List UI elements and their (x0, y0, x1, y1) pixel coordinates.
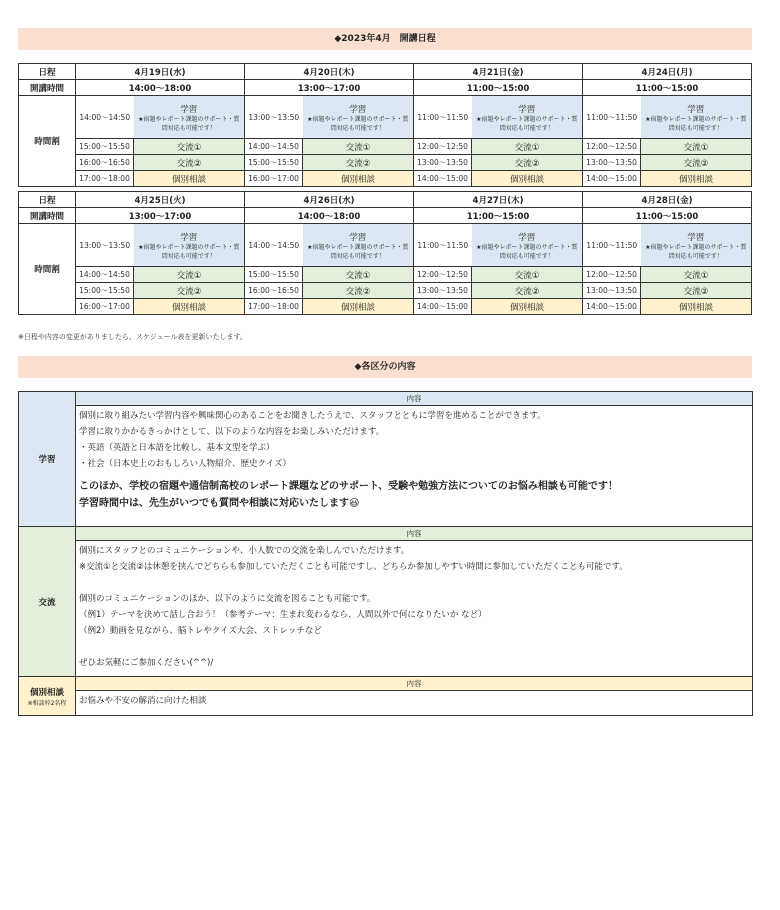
slot-time: 15:00〜15:50 (76, 283, 134, 299)
study-note: ★宿題やレポート課題のサポート・質問対応も可能です！ (307, 243, 409, 260)
category-consult-label: 個別相談 (29, 687, 64, 698)
slot-time: 17:00〜18:00 (245, 299, 303, 315)
exchange-2-slot: 交流② (303, 155, 414, 171)
exchange-line: （例1）テーマを決めて話し合おう！（参考テーマ：生まれ変わるなら、人間以外で何になりたいか など） (79, 610, 487, 620)
row-label-timetable: 時間割 (19, 224, 76, 315)
day-hours: 14:00〜18:00 (76, 80, 245, 96)
day-hours: 13:00〜17:00 (76, 208, 245, 224)
row-label-schedule: 日程 (19, 192, 76, 208)
category-consult-body (76, 691, 753, 716)
content-header: 内容 (76, 527, 753, 541)
study-label: 学習 (687, 232, 705, 243)
slot-time: 14:00〜14:50 (245, 139, 303, 155)
slot-time: 14:00〜15:00 (583, 171, 641, 187)
consult-slot: 個別相談 (303, 171, 414, 187)
study-label: 学習 (349, 232, 367, 243)
consult-slot: 個別相談 (303, 299, 414, 315)
row-label-hours: 開講時間 (19, 208, 76, 224)
day-date: 4月20日(木) (245, 64, 414, 80)
slot-time: 13:00〜13:50 (76, 224, 134, 267)
day-hours: 13:00〜17:00 (245, 80, 414, 96)
exchange-1-slot: 交流① (472, 139, 583, 155)
category-consult-sub: ※相談枠2名程 (27, 699, 67, 707)
study-note: ★宿題やレポート課題のサポート・質問対応も可能です！ (138, 115, 240, 132)
slot-time: 12:00〜12:50 (583, 267, 641, 283)
study-note: ★宿題やレポート課題のサポート・質問対応も可能です！ (307, 115, 409, 132)
slot-time: 13:00〜13:50 (583, 155, 641, 171)
slot-time: 14:00〜14:50 (76, 267, 134, 283)
exchange-2-slot: 交流② (641, 155, 752, 171)
day-date: 4月26日(水) (245, 192, 414, 208)
exchange-1-slot: 交流① (641, 139, 752, 155)
slot-time: 14:00〜15:00 (414, 171, 472, 187)
study-label: 学習 (518, 232, 536, 243)
categories-banner: ◆各区分の内容 (18, 356, 752, 378)
slot-time: 11:00〜11:50 (414, 224, 472, 267)
day-date: 4月24日(月) (583, 64, 752, 80)
slot-time: 13:00〜13:50 (414, 283, 472, 299)
slot-time: 17:00〜18:00 (76, 171, 134, 187)
exchange-line: 個別のコミュニケーションのほか、以下のように交流を図ることも可能です。 (79, 594, 376, 604)
row-label-timetable: 時間割 (19, 96, 76, 187)
study-bold-line: このほか、学校の宿題や通信制高校のレポート課題などのサポート、受験や勉強方法についてのお悩み相談も可能です！ (79, 481, 618, 492)
study-slot (641, 96, 752, 139)
slot-time: 16:00〜16:50 (245, 283, 303, 299)
study-line: ・英語（英語と日本語を比較し、基本文型を学ぶ） (79, 443, 275, 453)
day-hours: 11:00〜15:00 (583, 208, 752, 224)
category-exchange-name: 交流 (19, 527, 76, 677)
study-note: ★宿題やレポート課題のサポート・質問対応も可能です！ (138, 243, 240, 260)
exchange-2-slot: 交流② (472, 283, 583, 299)
content-header: 内容 (76, 392, 753, 406)
exchange-line: 個別にスタッフとのコミュニケーションや、小人数での交流を楽しんでいただけます。 (79, 546, 410, 556)
exchange-line (79, 639, 749, 655)
exchange-line: ※交流①と交流②は休憩を挟んでどちらも参加していただくことも可能ですし、どちらか参加しやすい時間に参加していただくことも可能です。 (79, 562, 628, 572)
exchange-1-slot: 交流① (134, 267, 245, 283)
exchange-1-slot: 交流① (472, 267, 583, 283)
consult-slot: 個別相談 (472, 171, 583, 187)
slot-time: 11:00〜11:50 (583, 96, 641, 139)
day-hours: 11:00〜15:00 (583, 80, 752, 96)
study-line: ・社会（日本史上のおもしろい人物紹介、歴史クイズ） (79, 459, 291, 469)
content-header: 内容 (76, 677, 753, 691)
study-slot (134, 96, 245, 139)
slot-time: 14:00〜15:00 (414, 299, 472, 315)
study-note: ★宿題やレポート課題のサポート・質問対応も可能です！ (476, 243, 578, 260)
study-label: 学習 (518, 104, 536, 115)
slot-time: 13:00〜13:50 (414, 155, 472, 171)
schedule-table-week-1 (18, 63, 752, 187)
categories-table (18, 391, 753, 716)
schedule-table-week-2 (18, 191, 752, 315)
slot-time: 12:00〜12:50 (583, 139, 641, 155)
consult-line: お悩みや不安の解消に向けた相談 (79, 696, 207, 706)
exchange-2-slot: 交流② (472, 155, 583, 171)
day-date: 4月21日(金) (414, 64, 583, 80)
exchange-1-slot: 交流① (303, 139, 414, 155)
exchange-1-slot: 交流① (134, 139, 245, 155)
exchange-line (79, 575, 749, 591)
day-hours: 11:00〜15:00 (414, 80, 583, 96)
schedule-note: ※日程や内容の変更がありましたら、スケジュール表を更新いたします。 (18, 333, 247, 341)
slot-time: 11:00〜11:50 (414, 96, 472, 139)
slot-time: 14:00〜15:00 (583, 299, 641, 315)
day-hours: 11:00〜15:00 (414, 208, 583, 224)
category-exchange-body (76, 541, 753, 677)
consult-slot: 個別相談 (641, 171, 752, 187)
slot-time: 12:00〜12:50 (414, 139, 472, 155)
study-slot (303, 224, 414, 267)
exchange-2-slot: 交流② (641, 283, 752, 299)
study-line: 学習に取りかかるきっかけとして、以下のような内容をお楽しみいただけます。 (79, 427, 385, 437)
exchange-1-slot: 交流① (641, 267, 752, 283)
exchange-line: （例2）動画を見ながら、脳トレやクイズ大会、ストレッチなど (79, 626, 322, 636)
slot-time: 11:00〜11:50 (583, 224, 641, 267)
row-label-schedule: 日程 (19, 64, 76, 80)
consult-slot: 個別相談 (134, 299, 245, 315)
category-study-name: 学習 (19, 392, 76, 527)
day-date: 4月28日(金) (583, 192, 752, 208)
day-date: 4月25日(火) (76, 192, 245, 208)
study-slot (641, 224, 752, 267)
slot-time: 16:00〜17:00 (245, 171, 303, 187)
study-note: ★宿題やレポート課題のサポート・質問対応も可能です！ (645, 243, 747, 260)
exchange-2-slot: 交流② (303, 283, 414, 299)
consult-slot: 個別相談 (472, 299, 583, 315)
study-label: 学習 (180, 104, 198, 115)
study-line: 個別に取り組みたい学習内容や興味関心のあることをお聞きしたうえで、スタッフとともに学習を進めることができます。 (79, 411, 546, 421)
study-label: 学習 (687, 104, 705, 115)
day-date: 4月19日(水) (76, 64, 245, 80)
study-slot (134, 224, 245, 267)
slot-time: 16:00〜17:00 (76, 299, 134, 315)
row-label-hours: 開講時間 (19, 80, 76, 96)
slot-time: 13:00〜13:50 (583, 283, 641, 299)
slot-time: 15:00〜15:50 (76, 139, 134, 155)
study-slot (472, 96, 583, 139)
exchange-line: ぜひお気軽にご参加ください(^^)/ (79, 658, 214, 668)
slot-time: 15:00〜15:50 (245, 155, 303, 171)
consult-slot: 個別相談 (641, 299, 752, 315)
exchange-2-slot: 交流② (134, 155, 245, 171)
study-bold-line: 学習時間中は、先生がいつでも質問や相談に対応いたします😃 (79, 498, 360, 509)
slot-time: 15:00〜15:50 (245, 267, 303, 283)
consult-slot: 個別相談 (134, 171, 245, 187)
study-note: ★宿題やレポート課題のサポート・質問対応も可能です！ (645, 115, 747, 132)
slot-time: 14:00〜14:50 (76, 96, 134, 139)
study-slot (303, 96, 414, 139)
day-date: 4月27日(木) (414, 192, 583, 208)
slot-time: 16:00〜16:50 (76, 155, 134, 171)
study-label: 学習 (349, 104, 367, 115)
day-hours: 14:00〜18:00 (245, 208, 414, 224)
category-consult-name (19, 677, 76, 716)
category-study-body (76, 406, 753, 527)
schedule-banner: ◆2023年4月 開講日程 (18, 28, 752, 50)
slot-time: 13:00〜13:50 (245, 96, 303, 139)
exchange-2-slot: 交流② (134, 283, 245, 299)
study-label: 学習 (180, 232, 198, 243)
slot-time: 12:00〜12:50 (414, 267, 472, 283)
exchange-1-slot: 交流① (303, 267, 414, 283)
study-slot (472, 224, 583, 267)
study-note: ★宿題やレポート課題のサポート・質問対応も可能です！ (476, 115, 578, 132)
slot-time: 14:00〜14:50 (245, 224, 303, 267)
